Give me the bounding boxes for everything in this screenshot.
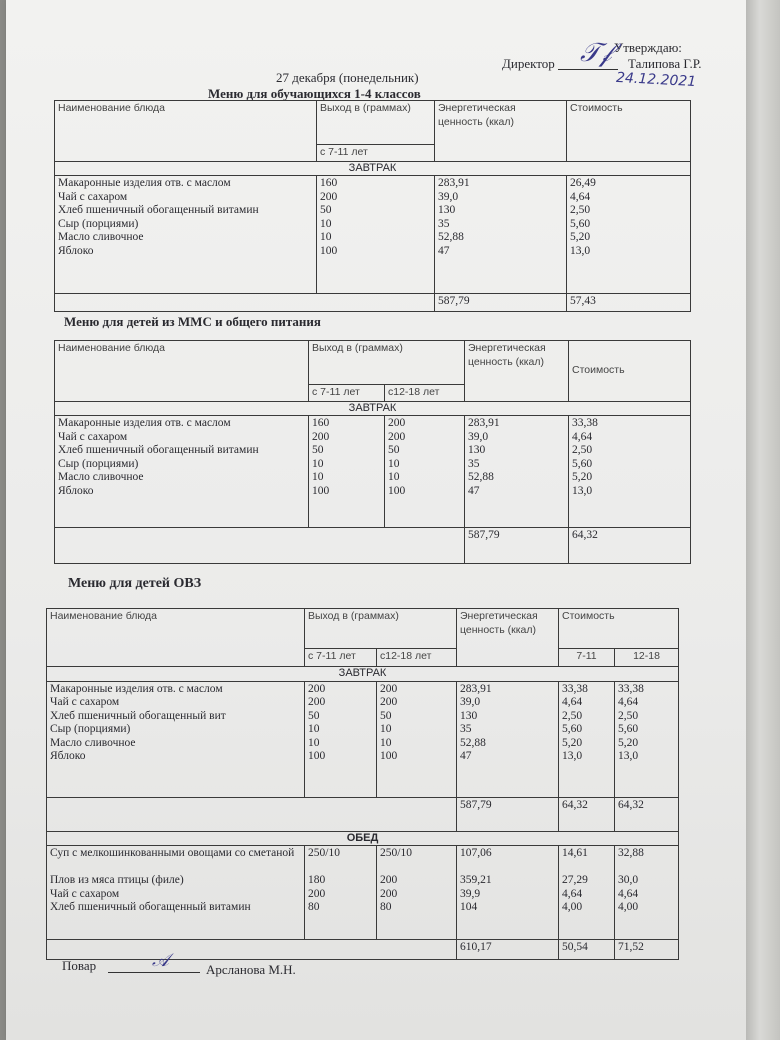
total-energy: 587,79 — [465, 528, 569, 564]
dish-item: Макаронные изделия отв. с маслом — [58, 177, 231, 189]
yield-7-11-values — [309, 416, 385, 528]
energy-value: 47 — [468, 484, 480, 497]
cost-7-11-values — [559, 681, 615, 797]
cost-value: 14,61 — [562, 847, 588, 859]
dish-item: Сыр (порциями) — [58, 217, 139, 230]
cost-value: 4,64 — [572, 430, 593, 443]
cost-value: 4,64 — [570, 190, 591, 203]
yield-value: 10 — [312, 471, 324, 483]
yield-value: 80 — [308, 901, 320, 913]
yield-value: 10 — [320, 217, 332, 230]
blank-line — [618, 861, 675, 875]
energy-values — [465, 416, 569, 528]
total-energy: 610,17 — [457, 940, 559, 960]
header-name: Наименование блюда — [47, 609, 305, 667]
dish-names — [47, 846, 305, 940]
yield-value: 200 — [308, 682, 326, 695]
yield-value: 160 — [312, 417, 330, 429]
total-cost: 57,43 — [567, 294, 691, 312]
total-cost-7-11: 50,54 — [559, 940, 615, 960]
yield-value: 200 — [388, 430, 406, 443]
dish-names — [55, 416, 309, 528]
yield-value: 100 — [380, 750, 398, 762]
yield-12-18-values — [377, 681, 457, 797]
header-cost: Стоимость — [567, 101, 691, 162]
total-label-cell — [47, 797, 457, 831]
cost-value: 5,20 — [562, 736, 583, 749]
energy-value: 283,91 — [460, 682, 492, 695]
signature-line — [558, 69, 618, 70]
energy-values — [457, 681, 559, 797]
director-label: Директор — [502, 56, 555, 71]
cook-signature-icon: 𝒜 — [152, 950, 170, 971]
dish-item: Масло сливочное — [50, 736, 136, 749]
yield-value: 200 — [380, 874, 398, 886]
cost-value: 5,60 — [562, 723, 583, 735]
blank-line — [380, 861, 453, 875]
header-energy: Энергетическая ценность (ккал) — [435, 101, 567, 162]
yield-12-18-values — [385, 416, 465, 528]
energy-value: 39,0 — [460, 696, 481, 708]
cost-12-18-values — [615, 846, 679, 940]
cost-value: 4,00 — [618, 901, 639, 913]
dish-item: Плов из мяса птицы (филе) — [50, 874, 184, 886]
cost-value: 2,50 — [618, 709, 639, 722]
total-cost-7-11: 64,32 — [559, 797, 615, 831]
cost-value: 33,38 — [618, 682, 644, 695]
cost-value: 33,38 — [572, 417, 598, 429]
header-age: с 7-11 лет — [317, 145, 435, 162]
yield-value: 200 — [380, 887, 398, 900]
yield-value: 10 — [388, 457, 400, 470]
cost-value: 30,0 — [618, 874, 639, 886]
dish-item: Хлеб пшеничный обогащенный витамин — [58, 444, 259, 456]
header-energy: Энергетическая ценность (ккал) — [465, 341, 569, 402]
energy-value: 52,88 — [438, 231, 464, 243]
energy-value: 130 — [438, 204, 456, 216]
header-cost: Стоимость — [569, 341, 691, 402]
cost-value: 27,29 — [562, 874, 588, 886]
energy-values — [457, 846, 559, 940]
cost-value: 5,20 — [572, 471, 593, 483]
total-energy: 587,79 — [457, 797, 559, 831]
section-breakfast: ЗАВТРАК — [47, 667, 679, 682]
cost-value: 32,88 — [618, 847, 644, 859]
dish-item: Хлеб пшеничный обогащенный вит — [50, 709, 226, 722]
yield-value: 200 — [320, 190, 338, 203]
director-name: Талипова Г.Р. — [628, 56, 702, 71]
header-name: Наименование блюда — [55, 101, 317, 162]
energy-value: 35 — [460, 723, 472, 735]
cost-value: 33,38 — [562, 682, 588, 695]
approve-label: Утверждаю: — [614, 40, 682, 55]
cost-value: 13,0 — [618, 750, 639, 762]
yield-value: 200 — [380, 682, 398, 695]
cost-7-11-values — [559, 846, 615, 940]
director-signature-icon: 𝒯𝒻 — [580, 38, 612, 68]
menu1-table — [54, 100, 691, 312]
energy-value: 283,91 — [438, 177, 470, 189]
dish-item: Макаронные изделия отв. с маслом — [58, 417, 231, 429]
yield-value: 100 — [320, 244, 338, 257]
energy-value: 39,0 — [438, 190, 459, 203]
yield-value: 200 — [312, 430, 330, 443]
energy-value: 107,06 — [460, 847, 492, 859]
header-age-12-18: с12-18 лет — [377, 649, 457, 667]
energy-value: 104 — [460, 901, 478, 913]
energy-value: 35 — [438, 217, 450, 230]
yield-value: 50 — [308, 709, 320, 722]
dish-item: Макаронные изделия отв. с маслом — [50, 682, 223, 695]
cost-value: 26,49 — [570, 177, 596, 189]
dish-item: Яблоко — [58, 484, 94, 497]
header-name: Наименование блюда — [55, 341, 309, 402]
header-yield: Выход в (граммах) — [317, 101, 435, 145]
header-age-7-11: с 7-11 лет — [309, 385, 385, 402]
yield-value: 200 — [380, 696, 398, 708]
cost-value: 2,50 — [562, 709, 583, 722]
cost-value: 4,64 — [618, 696, 639, 708]
yield-value: 10 — [388, 471, 400, 483]
energy-value: 39,0 — [468, 430, 489, 443]
yield-value: 100 — [388, 484, 406, 497]
yield-value: 250/10 — [380, 847, 412, 859]
cost-12-18-values — [615, 681, 679, 797]
energy-value: 283,91 — [468, 417, 500, 429]
cost-value: 5,60 — [572, 457, 593, 470]
energy-values — [435, 176, 567, 294]
total-cost-12-18: 71,52 — [615, 940, 679, 960]
header-age-7-11: с 7-11 лет — [305, 649, 377, 667]
yield-value: 80 — [380, 901, 392, 913]
dish-item: Яблоко — [50, 750, 86, 762]
cost-value: 5,20 — [618, 736, 639, 749]
cost-value: 4,64 — [618, 887, 639, 900]
yield-value: 50 — [312, 444, 324, 456]
yield-value: 10 — [312, 457, 324, 470]
yield-value: 100 — [308, 750, 326, 762]
dish-item: Сыр (порциями) — [50, 723, 131, 735]
cook-signature-line — [108, 972, 200, 973]
section-lunch: ОБЕД — [47, 831, 679, 846]
yield-value: 200 — [308, 696, 326, 708]
yield-7-11-values — [305, 681, 377, 797]
total-label-cell — [55, 294, 435, 312]
yield-value: 50 — [380, 709, 392, 722]
energy-value: 39,9 — [460, 887, 481, 900]
section-breakfast: ЗАВТРАК — [55, 401, 691, 416]
yield-7-11-values — [305, 846, 377, 940]
blank-line — [460, 861, 555, 875]
menu2-title: Меню для детей из ММС и общего питания — [64, 314, 321, 329]
sign-date: 24.12.2021 — [615, 69, 697, 91]
blank-line — [562, 861, 611, 875]
yield-value: 250/10 — [308, 847, 340, 859]
header-cost-7-11: 7-11 — [559, 649, 615, 667]
cost-value: 5,20 — [570, 231, 591, 243]
energy-value: 47 — [438, 244, 450, 257]
cost-values — [569, 416, 691, 528]
cost-value: 4,64 — [562, 887, 583, 900]
energy-value: 35 — [468, 457, 480, 470]
energy-value: 52,88 — [460, 736, 486, 749]
energy-value: 359,21 — [460, 874, 492, 886]
dish-item: Масло сливочное — [58, 231, 144, 243]
header-cost: Стоимость — [559, 609, 679, 649]
cook-label: Повар — [62, 958, 97, 973]
energy-value: 130 — [460, 709, 478, 722]
energy-value: 47 — [460, 750, 472, 762]
cost-value: 2,50 — [570, 204, 591, 216]
blank-line — [308, 861, 373, 875]
cost-value: 2,50 — [572, 444, 593, 456]
cost-value: 13,0 — [572, 484, 593, 497]
menu1-title: Меню для обучающихся 1-4 классов — [208, 86, 421, 101]
yield-value: 10 — [308, 736, 320, 749]
dish-item: Хлеб пшеничный обогащенный витамин — [50, 901, 251, 913]
dish-names — [55, 176, 317, 294]
dish-item: Чай с сахаром — [50, 887, 120, 900]
header-yield: Выход в (граммах) — [305, 609, 457, 649]
menu2-table — [54, 340, 691, 564]
dish-item: Хлеб пшеничный обогащенный витамин — [58, 204, 259, 216]
total-cost-12-18: 64,32 — [615, 797, 679, 831]
menu-sheet — [6, 0, 746, 1040]
yield-value: 200 — [308, 887, 326, 900]
yield-value: 50 — [388, 444, 400, 456]
cost-value: 5,60 — [618, 723, 639, 735]
energy-value: 52,88 — [468, 471, 494, 483]
dish-item: Масло сливочное — [58, 471, 144, 483]
header-age-12-18: с12-18 лет — [385, 385, 465, 402]
dish-item: Чай с сахаром — [58, 430, 128, 443]
cook-name: Арсланова М.Н. — [206, 962, 296, 977]
cost-value: 13,0 — [570, 244, 591, 257]
total-label-cell — [47, 940, 457, 960]
yield-value: 10 — [380, 736, 392, 749]
yield-value: 10 — [320, 231, 332, 243]
dish-item: Яблоко — [58, 244, 94, 257]
energy-value: 130 — [468, 444, 486, 456]
cost-values — [567, 176, 691, 294]
total-cost: 64,32 — [569, 528, 691, 564]
header-cost-12-18: 12-18 — [615, 649, 679, 667]
cost-value: 4,64 — [562, 696, 583, 708]
cost-value: 5,60 — [570, 217, 591, 230]
cost-value: 4,00 — [562, 901, 583, 913]
cost-value: 13,0 — [562, 750, 583, 762]
total-label-cell — [55, 528, 465, 564]
yield-value: 10 — [308, 723, 320, 735]
yield-value: 180 — [308, 874, 326, 886]
total-energy: 587,79 — [435, 294, 567, 312]
yield-value: 200 — [388, 417, 406, 429]
dish-item: Чай с сахаром — [58, 190, 128, 203]
header-energy: Энергетическая ценность (ккал) — [457, 609, 559, 667]
header-yield: Выход в (граммах) — [309, 341, 465, 385]
dish-names — [47, 681, 305, 797]
yield-values — [317, 176, 435, 294]
section-breakfast: ЗАВТРАК — [55, 161, 691, 176]
background-edge — [746, 0, 780, 1040]
menu3-table — [46, 608, 679, 960]
dish-item: Чай с сахаром — [50, 696, 120, 708]
menu3-title: Меню для детей ОВЗ — [68, 576, 202, 591]
date-line: 27 декабря (понедельник) — [276, 70, 419, 85]
yield-value: 50 — [320, 204, 332, 216]
dish-item: Сыр (порциями) — [58, 457, 139, 470]
yield-value: 10 — [380, 723, 392, 735]
yield-value: 160 — [320, 177, 338, 189]
dish-item: Суп с мелкошинкованными овощами со сметаной — [50, 847, 295, 859]
yield-value: 100 — [312, 484, 330, 497]
yield-12-18-values — [377, 846, 457, 940]
